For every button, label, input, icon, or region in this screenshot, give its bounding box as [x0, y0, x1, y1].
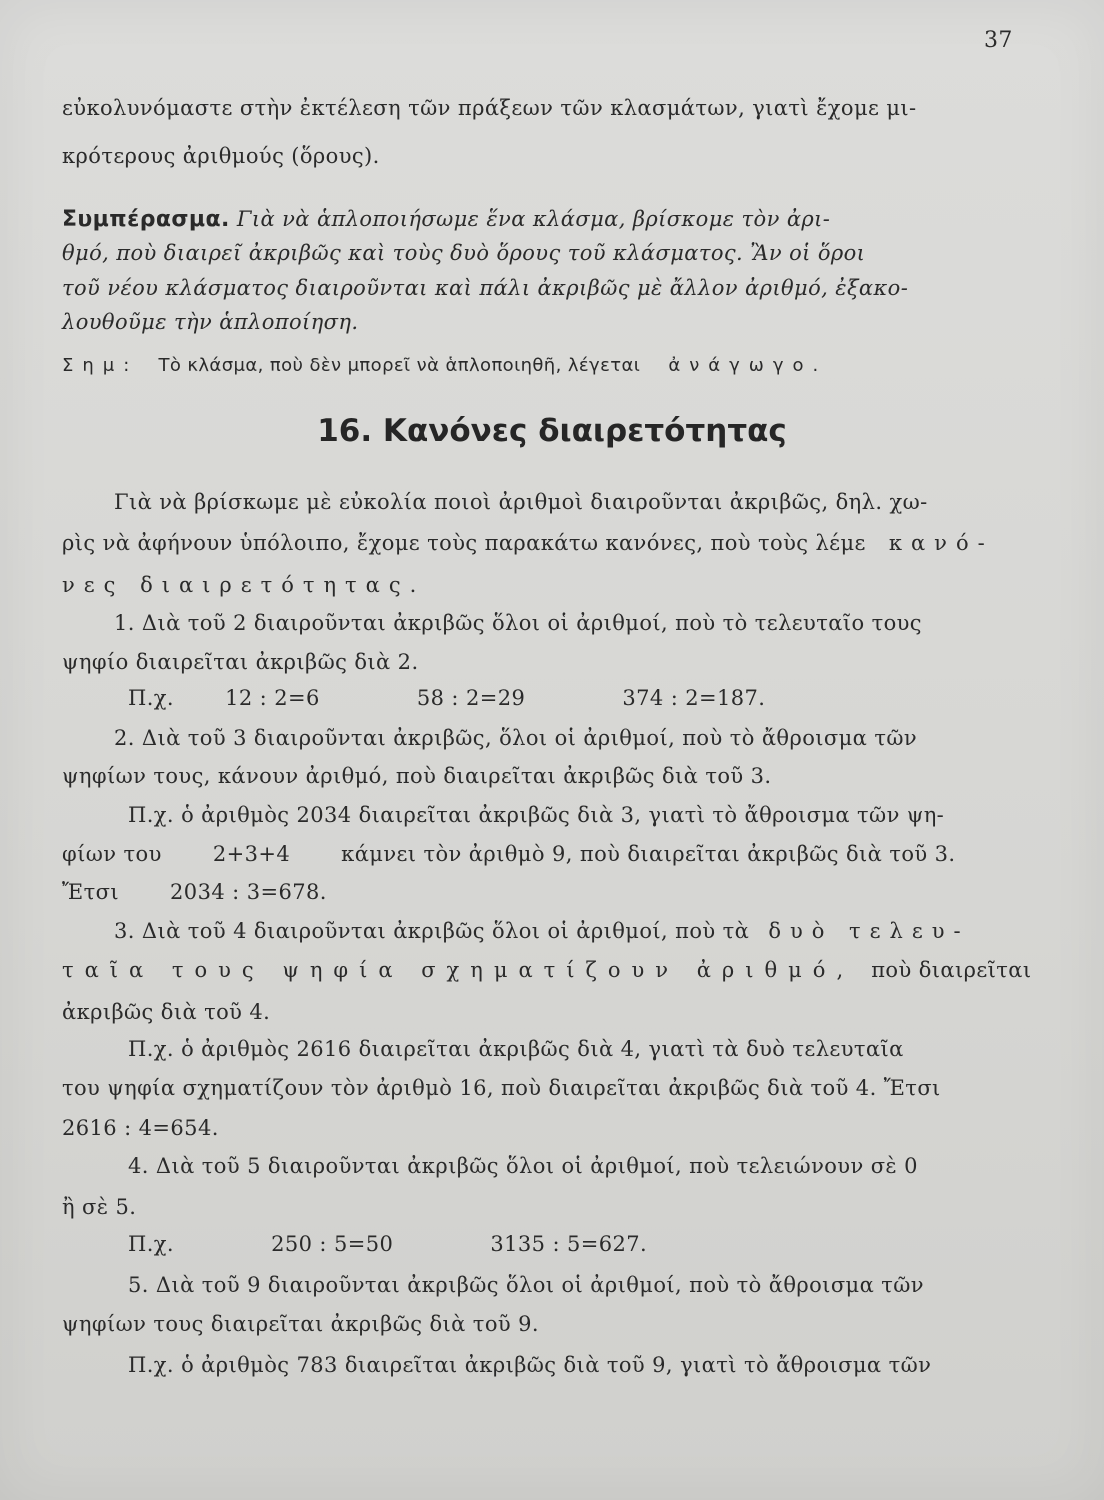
- rule-2-line-1: 2. Διὰ τοῦ 3 διαιροῦνται ἀκριβῶς, ὅλοι οἱ ἀριθμοί, ποὺ τὸ ἄθροισμα τῶν: [114, 726, 918, 750]
- example-2616-div-4: 2616 : 4=654.: [62, 1116, 219, 1140]
- rule-5-line-1: 5. Διὰ τοῦ 9 διαιροῦνται ἀκριβῶς ὅλοι οἱ ἀριθμοί, ποὺ τὸ ἄθροισμα τῶν: [128, 1273, 924, 1297]
- sum-2-3-4: 2+3+4: [212, 842, 291, 866]
- section-heading: [0, 413, 1104, 449]
- rule-2-line-3: Π.χ. ὁ ἀριθμὸς 2034 διαιρεῖται ἀκριβῶς διὰ 3, γιατὶ τὸ ἄθροισμα τῶν ψη-: [128, 803, 945, 827]
- example-label: Π.χ.: [128, 1232, 174, 1256]
- term-kanones-part-2: νες διαιρετότητας.: [62, 573, 426, 597]
- intro-line-1: εὐκολυνόμαστε στὴν ἐκτέλεση τῶν πράξεων τῶν κλασμάτων, γιατὶ ἔχομε μι-: [62, 96, 917, 120]
- rule-2-line-2: ψηφίων τους, κάνουν ἀριθμό, ποὺ διαιρεῖται ἀκριβῶς διὰ τοῦ 3.: [62, 764, 772, 788]
- conclusion-line-4: λουθοῦμε τὴν ἁπλοποίηση.: [62, 310, 359, 334]
- conclusion-text-1: Γιὰ νὰ ἁπλοποιήσωμε ἕνα κλάσμα, βρίσκομε τὸν ἀρι-: [236, 207, 831, 231]
- rule-2-line-4-a: φίων του: [62, 842, 162, 866]
- rule-3-spaced-1: δυὸ τελευ-: [768, 919, 970, 943]
- example-2034-div-3: 2034 : 3=678.: [170, 880, 327, 904]
- rule-3-line-1: [114, 919, 970, 943]
- section-title: Κανόνες διαιρετότητας: [382, 413, 787, 449]
- page-number: 37: [984, 28, 1013, 53]
- rule-4-line-2: ἢ σὲ 5.: [62, 1195, 137, 1219]
- rule-3-line-3: ἀκριβῶς διὰ τοῦ 4.: [62, 1000, 271, 1024]
- rule-5-line-2: ψηφίων τους διαιρεῖται ἀκριβῶς διὰ τοῦ 9.: [62, 1312, 539, 1336]
- rule-3-line-1-text: 3. Διὰ τοῦ 4 διαιροῦνται ἀκριβῶς ὅλοι οἱ ἀριθμοί, ποὺ τὰ: [114, 919, 750, 943]
- rule-1-examples: [128, 686, 765, 710]
- rule-3-line-2: [62, 958, 1031, 982]
- paragraph-line-2-text: ρὶς νὰ ἀφήνουν ὑπόλοιπο, ἔχομε τοὺς παρακάτω κανόνες, ποὺ τοὺς λέμε: [62, 531, 866, 555]
- rule-1-line-1: 1. Διὰ τοῦ 2 διαιροῦνται ἀκριβῶς ὅλοι οἱ ἀριθμοί, ποὺ τὸ τελευταῖο τους: [114, 611, 922, 635]
- rule-3-line-2-text: ποὺ διαιρεῖται: [871, 958, 1032, 982]
- note-term: ἀνάγωγο.: [668, 355, 828, 376]
- example-3135-div-5: 3135 : 5=627.: [490, 1232, 648, 1256]
- section-number: 16.: [317, 413, 373, 449]
- example-250-div-5: 250 : 5=50: [271, 1232, 394, 1256]
- rule-1-line-2: ψηφίο διαιρεῖται ἀκριβῶς διὰ 2.: [62, 650, 419, 674]
- note-line: [62, 355, 827, 376]
- example-58-div-2: 58 : 2=29: [416, 686, 526, 710]
- example-12-div-2: 12 : 2=6: [225, 686, 320, 710]
- etsi-label: Ἔτσι: [62, 880, 119, 904]
- rule-3-line-4: Π.χ. ὁ ἀριθμὸς 2616 διαιρεῖται ἀκριβῶς διὰ 4, γιατὶ τὰ δυὸ τελευταῖα: [128, 1037, 904, 1061]
- intro-line-2: κρότερους ἀριθμούς (ὅρους).: [62, 144, 380, 168]
- rule-5-line-3: Π.χ. ὁ ἀριθμὸς 783 διαιρεῖται ἀκριβῶς διὰ τοῦ 9, γιατὶ τὸ ἄθροισμα τῶν: [128, 1353, 932, 1377]
- rule-2-line-4-c: κάμνει τὸν ἀριθμὸ 9, ποὺ διαιρεῖται ἀκριβῶς διὰ τοῦ 3.: [341, 842, 956, 866]
- rule-2-line-4: [62, 842, 955, 866]
- conclusion-label: Συμπέρασμα.: [62, 207, 230, 232]
- note-label: Σημ:: [62, 355, 139, 376]
- example-374-div-2: 374 : 2=187.: [622, 686, 766, 710]
- paragraph-line-1: Γιὰ νὰ βρίσκωμε μὲ εὐκολία ποιοὶ ἀριθμοὶ διαιροῦνται ἀκριβῶς, δηλ. χω-: [114, 490, 928, 514]
- term-kanones-part-1: κανό-: [888, 531, 994, 555]
- conclusion-line-1: [62, 207, 830, 232]
- rule-4-line-1: 4. Διὰ τοῦ 5 διαιροῦνται ἀκριβῶς ὅλοι οἱ ἀριθμοί, ποὺ τελειώνουν σὲ 0: [128, 1154, 918, 1178]
- rule-3-spaced-2: ταῖα τους ψηφία σχηματίζουν ἀριθμό,: [62, 958, 855, 982]
- conclusion-line-3: τοῦ νέου κλάσματος διαιροῦνται καὶ πάλι ἀκριβῶς μὲ ἄλλον ἀριθμό, ἐξακο-: [62, 276, 909, 300]
- conclusion-line-2: θμό, ποὺ διαιρεῖ ἀκριβῶς καὶ τοὺς δυὸ ὅρους τοῦ κλάσματος. Ἂν οἱ ὅροι: [62, 241, 866, 265]
- rule-4-examples: [128, 1232, 647, 1256]
- paragraph-line-2: [62, 531, 994, 555]
- rule-2-line-5: [62, 880, 327, 904]
- note-text: Τὸ κλάσμα, ποὺ δὲν μπορεῖ νὰ ἁπλοποιηθῆ, λέγεται: [158, 355, 641, 376]
- rule-3-line-5: του ψηφία σχηματίζουν τὸν ἀριθμὸ 16, ποὺ διαιρεῖται ἀκριβῶς διὰ τοῦ 4. Ἔτσι: [62, 1076, 941, 1100]
- example-label: Π.χ.: [128, 686, 174, 710]
